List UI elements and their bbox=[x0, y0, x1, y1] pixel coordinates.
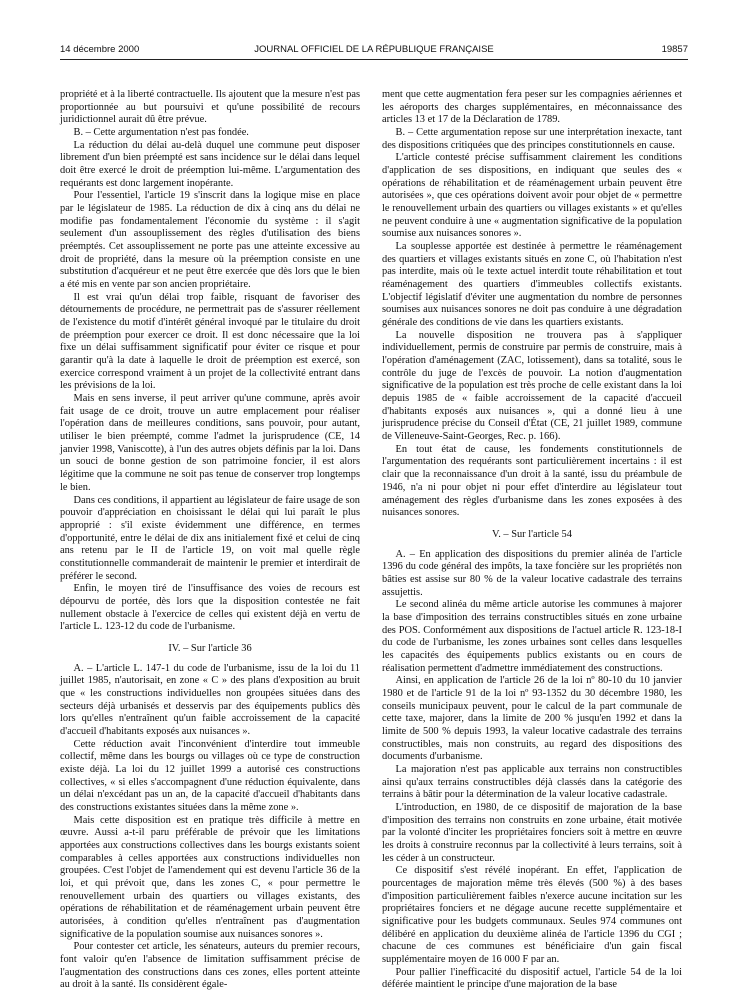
paragraph: Mais cette disposition est en pratique très difficile à mettre en œuvre. Aussi a-t-il paru préférable de prévoir que les limitations apportées aux constructions collectives dans les bourgs existants soient comparables à celles apportées aux constructions individuelles non groupées. C'est l'objet de l'amendement qui est devenu l'article 36 de la loi, et qui prévoit que, dans les zones C, « pour permettre le renouvellement urbain des quartiers ou villages existants, des opérations de réhabilitation et de réaménagement urbain peuvent être autorisées, à condition qu'elles n'entraînent pas d'augmentation significative de la population soumise aux nuisances sonores ». bbox=[60, 814, 360, 940]
left-column bbox=[60, 89, 360, 991]
paragraph: Ainsi, en application de l'article 26 de la loi nº 80-10 du 10 janvier 1980 et de l'article 91 de la loi nº 93-1352 du 30 décembre 1980, les conseils municipaux peuvent, pour le calcul de la part communale de cette taxe, majorer, dans la limite de 200 % jusqu'en 1992 et dans la limite de 500 % depuis 1993, la valeur locative cadastrale des terrains constructibles, mais non construits, au regard des dispositions des documents d'urbanisme. bbox=[382, 675, 682, 763]
header-rule bbox=[60, 59, 688, 60]
section-heading: V. – Sur l'article 54 bbox=[492, 528, 572, 540]
paragraph: B. – Cette argumentation n'est pas fondée. bbox=[73, 127, 249, 139]
paragraph: La nouvelle disposition ne trouvera pas à s'appliquer individuellement, permis de construire par permis de construire, mais à l'opération d'aménagement (ZAC, lotissement), dans sa totalité, sous le contrôle du juge de l'excès de pouvoir. La notion d'augmentation significative de la population est très proche de celle existant dans la loi depuis 1985 de « faible accroissement de la capacité d'accueil d'habitants exposés aux nuisances », qui a donné lieu à une jurisprudence précise du Conseil d'État (CE, 21 juillet 1989, commune de Villeneuve-Saint-Georges, Rec. p. 166). bbox=[382, 329, 682, 443]
paragraph: Dans ces conditions, il appartient au législateur de faire usage de son pouvoir d'appréciation en choisissant le délai qui lui paraît le plus approprié : s'il existe évidemment une différence, en termes d'opportunité, entre le délai de dix ans initialement fixé et celui de cinq ans retenu par le II de l'article 19, on voit mal quelle règle constitutionnelle commanderait de maintenir le premier et interdirait de préférer le second. bbox=[60, 494, 360, 582]
paragraph: La majoration n'est pas applicable aux terrains non constructibles ainsi qu'aux terrains constructibles déjà classés dans la catégorie des terrains à bâtir pour la détermination de la valeur locative cadastrale. bbox=[382, 763, 682, 801]
paragraph: Ce dispositif s'est révélé inopérant. En effet, l'application de pourcentages de majoration même très élevés (500 %) à des bases d'imposition particulièrement faibles n'exerce aucune incitation sur les propriétaires fonciers et ne dégage aucune recette supplémentaire et significative pour les budgets communaux. Seules 974 communes ont délibéré en application du deuxième alinéa de l'article 1396 du CGI ; chacune de ces communes est bénéficiaire d'un gain fiscal supplémentaire moyen de 16 000 F par an. bbox=[382, 865, 682, 966]
paragraph: Il est vrai qu'un délai trop faible, risquant de favoriser des détournements de procédure, ne permettrait pas de s'assurer réellement de l'existence du motif d'intérêt général invoqué par le titulaire du droit de préemption pour exercer ce droit. Il est donc nécessaire que la loi fixe un délai suffisamment significatif pour éviter ce risque et pour garantir qu'à la date à laquelle le droit de préemption est exercé, son exercice correspond vraiment à un projet de la collectivité entrant dans les prévisions de la loi. bbox=[60, 291, 360, 392]
paragraph: ment que cette augmentation fera peser sur les compagnies aériennes et les aéroports des charges supplémentaires, en méconnaissance des articles 13 et 17 de la Déclaration de 1789. bbox=[382, 89, 682, 126]
paragraph: Pour contester cet article, les sénateurs, auteurs du premier recours, font valoir qu'en l'absence de limitation suffisamment précise de l'augmentation des constructions dans ces zones, elles portent atteinte au droit à la santé. Ils considèrent égale- bbox=[60, 941, 360, 991]
page-header bbox=[60, 44, 688, 58]
header-date: 14 décembre 2000 bbox=[60, 44, 140, 55]
paragraph: Pour pallier l'inefficacité du dispositif actuel, l'article 54 de la loi déférée maintient le principe d'une majoration de la base bbox=[382, 966, 682, 991]
paragraph: Pour l'essentiel, l'article 19 s'inscrit dans la logique mise en place par le législateur de 1985. La réduction de dix à cinq ans du délai ne modifie pas fondamentalement l'économie du système : il s'agit seulement d'un assouplissement des règles d'utilisation des biens préemptés. Cet assouplissement ne porte pas une atteinte excessive au droit de propriété, dans la mesure où la préemption consiste en une substitution d'acquéreur et ne peut être exercée que dès lors que le bien a été mis en vente par son ancien propriétaire. bbox=[60, 190, 360, 291]
paragraph: La réduction du délai au-delà duquel une commune peut disposer librement d'un bien préempté est sans incidence sur le délai dans lequel doit être exercé le droit de préemption lui-même. L'argumentation des requérants est donc largement inopérante. bbox=[60, 139, 360, 189]
paragraph: Mais en sens inverse, il peut arriver qu'une commune, après avoir fait usage de ce droit, trouve un autre emplacement pour réaliser l'opération dans de meilleures conditions, sans pouvoir, pour autant, utiliser le bien préempté, comme l'admet la jurisprudence (CE, 14 janvier 1998, Vaniscotte), à l'un des autres objets définis par la loi. Dans un souci de bonne gestion de son patrimoine foncier, il est alors légitime que la commune ne soit pas tenue de conserver trop longtemps le bien. bbox=[60, 393, 360, 493]
paragraph: L'introduction, en 1980, de ce dispositif de majoration de la base d'imposition des terrains non construits en zone urbaine, était motivée par la volonté d'inciter les propriétaires fonciers soit à mettre en œuvre les droits à construire reconnus par la collectivité à leurs terrains, soit à les céder à un constructeur. bbox=[382, 801, 682, 864]
paragraph: Le second alinéa du même article autorise les communes à majorer la base d'imposition des terrains constructibles situés en zone urbaine des POS. Conformément aux dispositions de l'actuel article R. 123-18-I du code de l'urbanisme, les zones urbaines sont celles dans lesquelles les capacités des équipements publics existants ou en cours de réalisation permettent d'admettre immédiatement des constructions. bbox=[382, 599, 682, 674]
paragraph: En tout état de cause, les fondements constitutionnels de l'argumentation des requérants sont particulièrement incertains : il est clair que la reconnaissance d'un droit à la santé, issu du préambule de 1946, n'a ni pour objet ni pour effet d'interdire au législateur tout aménagement des règles d'urbanisme dans les zones exposées à des nuisances sonores. bbox=[382, 443, 682, 519]
right-column bbox=[382, 89, 682, 991]
paragraph: A. – L'article L. 147-1 du code de l'urbanisme, issu de la loi du 11 juillet 1985, n'autorisait, en zone « C » des plans d'exposition au bruit que « les constructions individuelles non groupées situées dans des secteurs déjà urbanisés et desservis par des équipements publics dès lors qu'elles n'entraînent qu'un faible accroissement de la capacité d'accueil d'habitants exposés aux nuisances ». bbox=[60, 662, 360, 737]
paragraph: B. – Cette argumentation repose sur une interprétation inexacte, tant des dispositions critiquées que des principes constitutionnels en cause. bbox=[382, 127, 682, 151]
paragraph: Enfin, le moyen tiré de l'insuffisance des voies de recours est dépourvu de portée, dès lors que la disposition contestée ne fait nullement obstacle à l'exercice de celles qui existent déjà en vertu de l'article L. 123-12 du code de l'urbanisme. bbox=[60, 583, 360, 633]
section-heading: IV. – Sur l'article 36 bbox=[168, 642, 252, 654]
header-journal-title: JOURNAL OFFICIEL DE LA RÉPUBLIQUE FRANÇAISE bbox=[254, 44, 494, 55]
paragraph: propriété et à la liberté contractuelle. Ils ajoutent que la mesure n'est pas proportionnée au but poursuivi et qu'une possibilité de recours juridictionnel aurait dû être prévue. bbox=[60, 89, 360, 126]
paragraph: La souplesse apportée est destinée à permettre le réaménagement des quartiers et villages existants situés en zone C, où l'habitation n'est pas interdite, mais où le texte actuel interdit toute réhabilitation et tout réaménagement des quartiers d'immeubles collectifs existants. L'objectif législatif d'éviter une augmentation du nombre de personnes soumises aux nuisances sonores ne doit pas conduire à une dégradation générale des conditions de vie dans les quartiers existants. bbox=[382, 241, 682, 329]
header-page-number: 19857 bbox=[661, 44, 688, 55]
paragraph: A. – En application des dispositions du premier alinéa de l'article 1396 du code général des impôts, la taxe foncière sur les propriétés non bâties est assise sur 80 % de la valeur locative cadastrale des terrains assujettis. bbox=[382, 548, 682, 598]
paragraph: Cette réduction avait l'inconvénient d'interdire tout immeuble collectif, même dans les bourgs ou villages où ce type de construction existe déjà. La loi du 12 juillet 1999 a autorisé ces constructions collectives, « si elles s'accompagnent d'une réduction équivalente, dans un délai n'excédant pas un an, de la capacité d'accueil d'habitants dans des constructions existantes situées dans la même zone ». bbox=[60, 738, 360, 813]
paragraph: L'article contesté précise suffisamment clairement les conditions d'application de ses dispositions, en indiquant que seules des « opérations de réhabilitation et de réaménagement urbain peuvent être autorisées », que ces opérations doivent avoir pour objet de « permettre le renouvellement urbain des quartiers ou villages existants » et qu'elles ne peuvent conduire à une « augmentation significative de la population soumise aux nuisances sonores ». bbox=[382, 152, 682, 240]
